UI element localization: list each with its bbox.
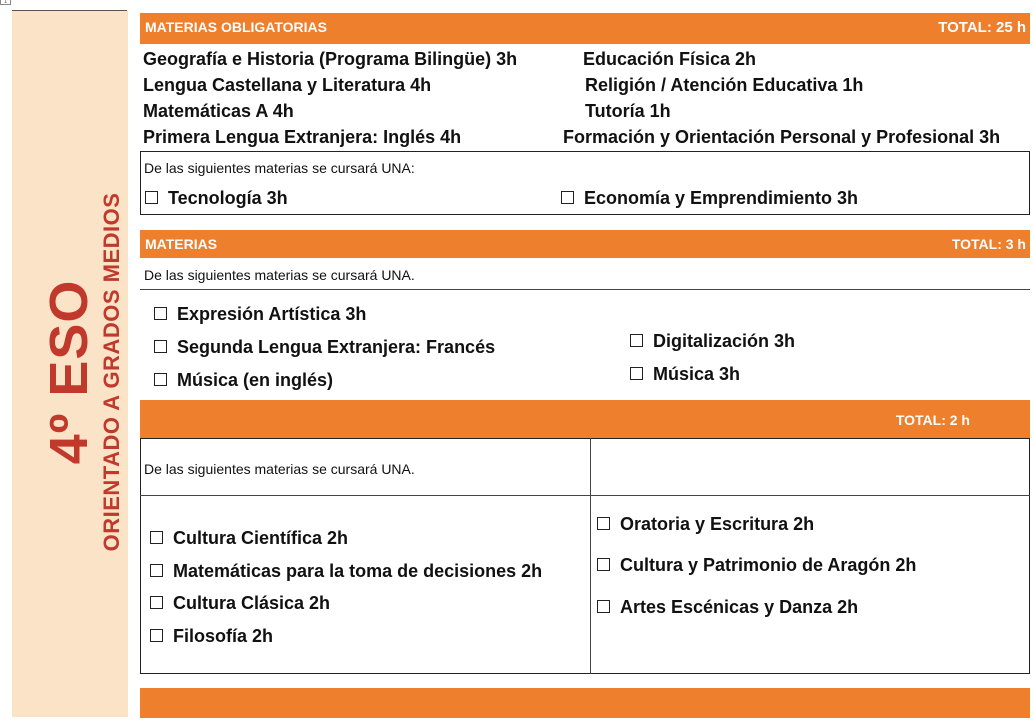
checkbox-icon[interactable]: [150, 596, 163, 609]
materias-total: TOTAL: 3 h: [951, 236, 1026, 252]
checkbox-icon[interactable]: [630, 334, 643, 347]
mandatory-subject: Primera Lengua Extranjera: Inglés 4h: [143, 127, 462, 147]
option-label: Digitalización 3h: [653, 331, 796, 351]
sidebar-panel: [12, 10, 128, 717]
mandatory-subject: Matemáticas A 4h: [143, 101, 294, 121]
materias-header-bar: [140, 230, 1030, 258]
choice-note: De las siguientes materias se cursará UNA:: [144, 160, 415, 176]
option-item[interactable]: [597, 555, 916, 576]
option-item[interactable]: [597, 514, 814, 535]
mandatory-subject: Formación y Orientación Personal y Profesional 3h: [563, 127, 1001, 147]
mandatory-subject: Religión / Atención Educativa 1h: [585, 75, 864, 95]
option-item[interactable]: [154, 370, 333, 391]
option-label: Cultura Científica 2h: [173, 528, 349, 548]
divider: [140, 289, 1030, 290]
course-subtitle: ORIENTADO A GRADOS MEDIOS: [99, 192, 124, 552]
option-item[interactable]: [150, 626, 273, 647]
option-label: Matemáticas para la toma de decisiones 2h: [173, 561, 543, 581]
checkbox-icon[interactable]: [597, 558, 610, 571]
mandatory-subject: Educación Física 2h: [583, 49, 757, 69]
mandatory-subject: Geografía e Historia (Programa Bilingüe) 3h: [143, 49, 518, 69]
option-label: Segunda Lengua Extranjera: Francés: [177, 337, 496, 357]
column-divider: [590, 438, 591, 674]
mandatory-subject: Lengua Castellana y Literatura 4h: [143, 75, 432, 95]
option-label: Artes Escénicas y Danza 2h: [620, 597, 859, 617]
mandatory-subject: Tutoría 1h: [585, 101, 671, 121]
option-label: Expresión Artística 3h: [177, 304, 367, 324]
option-label: Cultura Clásica 2h: [173, 593, 331, 613]
mandatory-total: TOTAL: 25 h: [938, 19, 1026, 36]
sidebar-vertical-text: [39, 193, 125, 552]
checkbox-icon[interactable]: [561, 191, 574, 204]
option-label: Tecnología 3h: [168, 188, 288, 208]
option-label: Economía y Emprendimiento 3h: [584, 188, 859, 208]
option-economy[interactable]: [561, 188, 858, 209]
sidebar-top-rule: [12, 10, 127, 11]
option-item[interactable]: [597, 597, 858, 618]
checkbox-icon[interactable]: [154, 373, 167, 386]
checkbox-icon[interactable]: [150, 564, 163, 577]
page-marker: 1: [0, 0, 11, 5]
option-item[interactable]: [150, 528, 348, 549]
option-label: Música (en inglés): [177, 370, 334, 390]
checkbox-icon[interactable]: [630, 367, 643, 380]
checkbox-icon[interactable]: [154, 340, 167, 353]
block4-header-bar: [140, 688, 1030, 718]
option-item[interactable]: [630, 331, 795, 352]
block3-header-bar: [140, 400, 1030, 438]
option-item[interactable]: [630, 364, 740, 385]
mandatory-header-bar: [140, 13, 1030, 44]
option-technology[interactable]: [145, 188, 288, 209]
option-label: Cultura y Patrimonio de Aragón 2h: [620, 555, 917, 575]
checkbox-icon[interactable]: [597, 517, 610, 530]
option-item[interactable]: [154, 337, 495, 358]
option-item[interactable]: [150, 561, 542, 582]
option-label: Oratoria y Escritura 2h: [620, 514, 815, 534]
checkbox-icon[interactable]: [145, 191, 158, 204]
option-label: Filosofía 2h: [173, 626, 274, 646]
option-label: Música 3h: [653, 364, 741, 384]
checkbox-icon[interactable]: [597, 600, 610, 613]
block3-total: TOTAL: 2 h: [895, 412, 970, 428]
checkbox-icon[interactable]: [150, 629, 163, 642]
choice-note: De las siguientes materias se cursará UNA.: [144, 461, 415, 477]
mandatory-header-label: MATERIAS OBLIGATORIAS: [145, 19, 327, 35]
materias-header-label: MATERIAS: [145, 236, 218, 252]
checkbox-icon[interactable]: [150, 531, 163, 544]
row-divider: [140, 495, 1030, 496]
checkbox-icon[interactable]: [154, 307, 167, 320]
option-item[interactable]: [150, 593, 330, 614]
course-title: 4º ESO: [39, 279, 99, 465]
option-item[interactable]: [154, 304, 366, 325]
choice-note: De las siguientes materias se cursará UNA.: [144, 267, 415, 283]
